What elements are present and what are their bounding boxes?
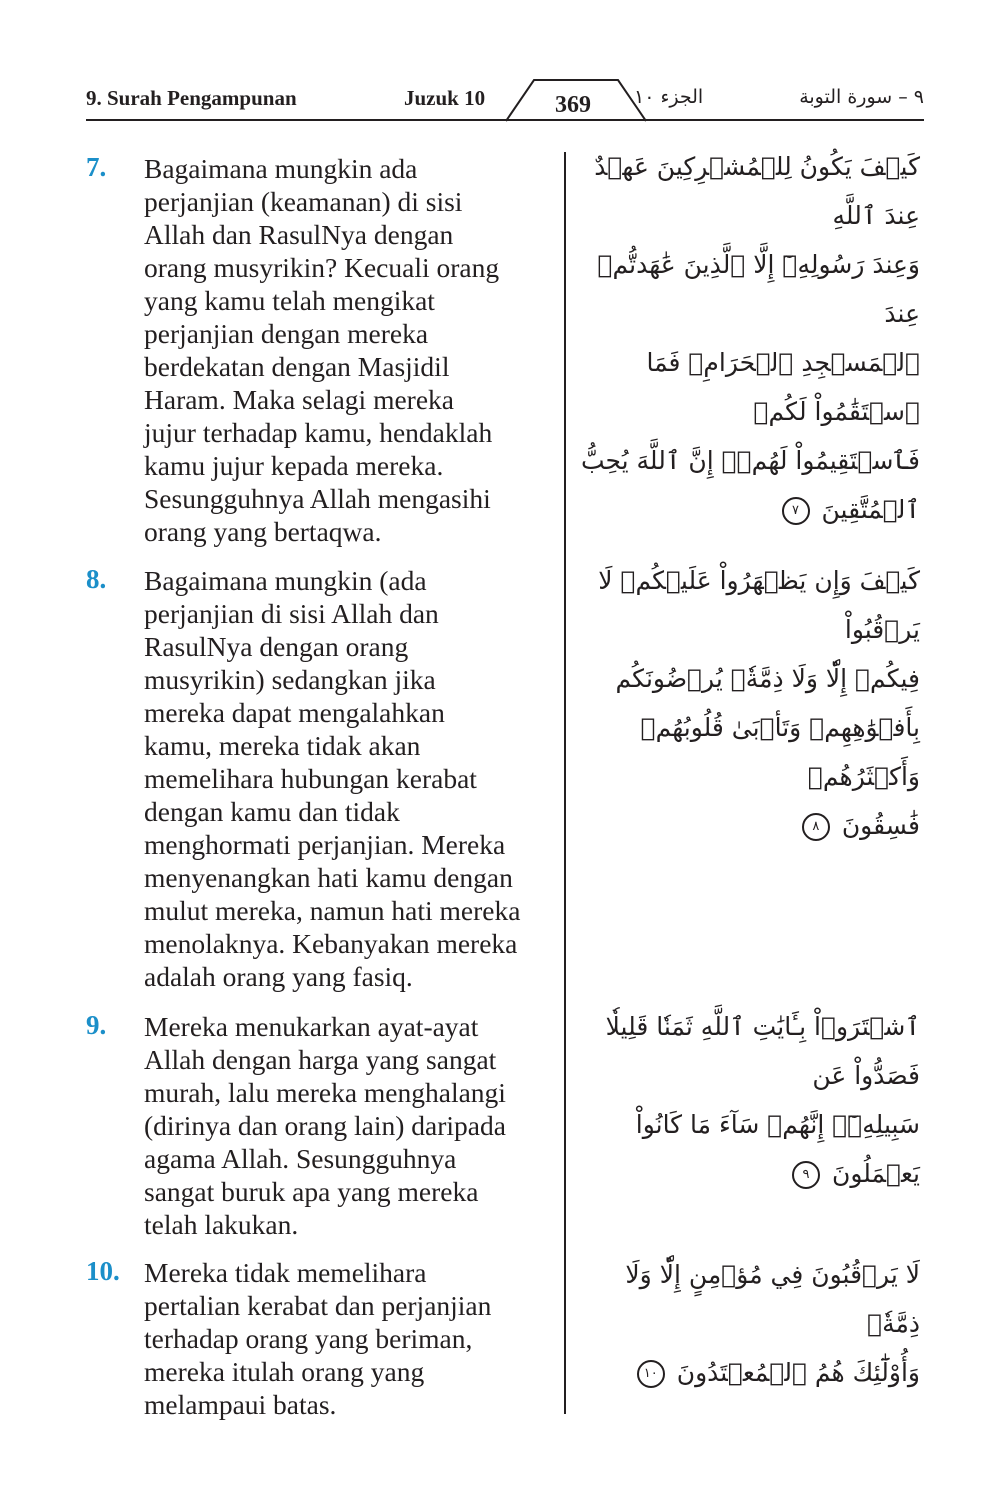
header-rule: [86, 119, 924, 121]
juz-label-latin: Juzuk 10: [404, 86, 486, 110]
verse-translation: Bagaimana mungkin (ada perjanjian di sisi Allah dan RasulNya dengan orang musyrikin) sedangkan jika mereka dapat mengalahkan kamu, mereka tidak akan memelihara hubungan kerabat dengan kamu dan tidak menghormati perjanjian. Mereka menyenangkan hati kamu dengan mulut mereka, namun hati mereka menolaknya. Kebanyakan mereka adalah orang yang fasiq.: [144, 565, 521, 992]
ayah-end-marker: ٨: [802, 813, 830, 841]
page-header: [86, 78, 924, 122]
verse-arabic: [580, 142, 920, 534]
arabic-text: كَيۡفَ وَإِن يَظۡهَرُواْ عَلَيۡكُمۡ لَا يَرۡقُبُواْ فِيكُمۡ إِلّٗا وَلَا ذِمَّةٗۚ يُرۡضُونَكُم بِأَفۡوَٰهِهِمۡ وَتَأۡبَىٰ قُلُوبُهُمۡ وَأَكۡثَرُهُمۡ فَٰسِقُونَ: [598, 566, 920, 840]
arabic-text: ٱشۡتَرَوۡاْ بِـَٔايَٰتِ ٱللَّهِ ثَمَنٗا قَلِيلٗا فَصَدُّواْ عَن سَبِيلِهِۦٓۚ إِنَّهُمۡ سَآءَ مَا كَانُواْ يَعۡمَلُونَ: [605, 1012, 920, 1188]
arabic-text: كَيۡفَ يَكُونُ لِلۡمُشۡرِكِينَ عَهۡدٌ عِندَ ٱللَّهِ وَعِندَ رَسُولِهِۦٓ إِلَّا ٱلَّذِينَ عَٰهَدتُّمۡ عِندَ ٱلۡمَسۡجِدِ ٱلۡحَرَامِۖ فَمَا ٱسۡتَقَٰمُواْ لَكُمۡ فَٱسۡتَقِيمُواْ لَهُمۡۚ إِنَّ ٱللَّهَ يُحِبُّ ٱلۡمُتَّقِينَ: [580, 152, 920, 524]
verse-translation: Bagaimana mungkin ada perjanjian (keamanan) di sisi Allah dan RasulNya dengan orang musyrikin? Kecuali orang yang kamu telah mengikat perjanjian dengan mereka berdekatan dengan Masjidil Haram. Maka selagi mereka jujur terhadap kamu, hendaklah kamu jujur kepada mereka. Sesungguhnya Allah mengasihi orang yang bertaqwa.: [144, 153, 500, 547]
verse-number: 7.: [86, 152, 107, 182]
surah-title-arabic: ٩ – سورة التوبة: [799, 86, 924, 108]
surah-title-latin: 9. Surah Pengampunan: [86, 86, 297, 110]
ayah-end-marker: ١٠: [637, 1360, 665, 1388]
verse-number: 8.: [86, 564, 107, 594]
ayah-end-marker: ٧: [782, 497, 810, 525]
verse-number: 9.: [86, 1010, 107, 1040]
verse-arabic: [580, 556, 920, 850]
verse-translation: Mereka menukarkan ayat-ayat Allah dengan harga yang sangat murah, lalu mereka menghalangi (dirinya dan orang lain) daripada agama Allah. Sesungguhnya sangat buruk apa yang mereka telah lakukan.: [144, 1011, 506, 1240]
page-number: 369: [555, 92, 591, 118]
verse-translation: Mereka tidak memelihara pertalian kerabat dan perjanjian terhadap orang yang beriman, mereka itulah orang yang melampaui batas.: [144, 1257, 492, 1420]
verse-arabic: [580, 1250, 920, 1397]
column-divider: [564, 152, 566, 1414]
arabic-text: لَا يَرۡقُبُونَ فِي مُؤۡمِنٍ إِلّٗا وَلَا ذِمَّةٗۚ وَأُوْلَٰٓئِكَ هُمُ ٱلۡمُعۡتَدُونَ: [625, 1260, 920, 1387]
ayah-end-marker: ٩: [792, 1161, 820, 1189]
verse-arabic: [580, 1002, 920, 1198]
juz-label-arabic: الجزء ١٠: [634, 86, 704, 108]
verse-number: 10.: [86, 1256, 120, 1286]
